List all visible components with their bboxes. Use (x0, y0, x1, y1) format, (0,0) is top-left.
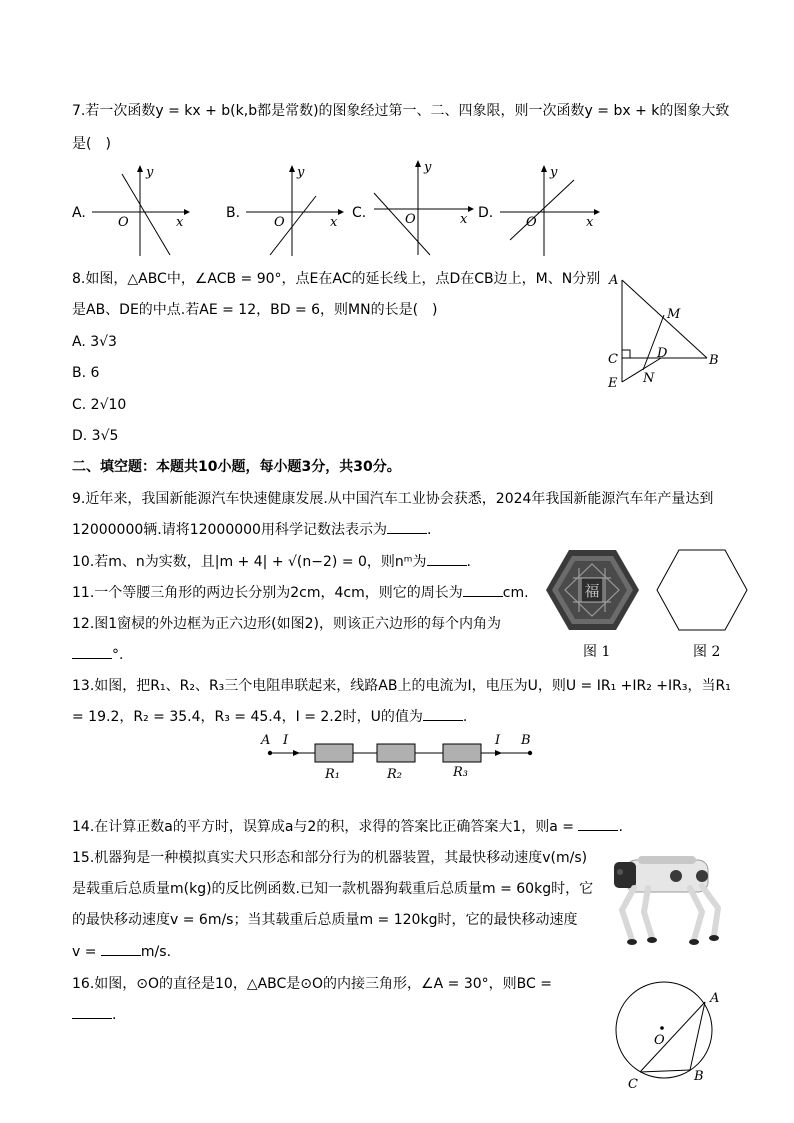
q15-line3: 的最快移动速度v = 6m/s；当其载重后总质量m = 120kg时，它的最快移动速度 (72, 912, 578, 928)
q11-text: 11.一个等腰三角形的两边长分别为2cm，4cm，则它的周长为 (72, 585, 463, 601)
q13-circuit-i-right: I (495, 733, 501, 748)
q12-answer-blank (72, 646, 112, 659)
q9-line1: 9.近年来，我国新能源汽车快速健康发展.从中国汽车工业协会获悉，2024年我国新能源汽车年产量达到 (72, 491, 714, 507)
q13-line2-text: = 19.2，R₂ = 35.4，R₃ = 45.4，I = 2.2时，U的值为 (72, 709, 423, 725)
q8-label-d: D (657, 346, 668, 361)
q8-label-n: N (643, 371, 655, 386)
q15-line1: 15.机器狗是一种模拟真实犬只形态和部分行为的机器装置，其最快移动速度v(m/s) (72, 850, 588, 866)
q16-line1: 16.如图，⊙O的直径是10，△ABC是⊙O的内接三角形，∠A = 30°，则BC = (72, 976, 552, 992)
q13-circuit-i-left: I (283, 733, 289, 748)
q15-line4-pre: v = (72, 944, 97, 960)
q16-label-a: A (710, 991, 720, 1006)
q8-option-a: A. 3√3 (72, 334, 117, 350)
q7-option-b-graph (242, 160, 352, 260)
q8-line1: 8.如图，△ABC中，∠ACB = 90°，点E在AC的延长线上，点D在CB边上，M、N分别 (72, 271, 601, 287)
q7-a-x-label: x (176, 215, 184, 230)
q13-answer-blank (423, 708, 463, 721)
q7-b-origin-label: O (274, 215, 285, 230)
q16-tail: . (112, 1007, 117, 1023)
q10-tail: . (466, 554, 471, 570)
q15-line4-post: m/s. (140, 944, 172, 960)
q16-circle-figure (606, 978, 732, 1093)
q9-line2 (72, 521, 431, 539)
q8-label-b: B (709, 353, 719, 368)
q7-option-c-graph (370, 155, 480, 260)
q10-answer-blank (427, 553, 467, 566)
q16-label-b: B (694, 1069, 704, 1084)
q14-tail: . (618, 819, 623, 835)
q13-line2 (72, 708, 467, 726)
q8-option-d: D. 3√5 (72, 428, 119, 444)
q12-window-lattice-image (545, 548, 640, 632)
q7-option-a-graph (88, 160, 198, 260)
q7-d-origin-label: O (526, 215, 537, 230)
q12-line2 (72, 646, 123, 664)
q8-triangle-figure (605, 270, 730, 395)
q8-option-c: C. 2√10 (72, 397, 127, 413)
q9-line2-text: 12000000辆.请将12000000用科学记数法表示为 (72, 522, 387, 538)
q7-line2: 是( ) (72, 136, 111, 152)
q11-answer-blank (463, 584, 503, 597)
q16-line2 (72, 1006, 116, 1024)
q13-circuit-b: B (521, 733, 531, 748)
q7-d-x-label: x (586, 215, 594, 230)
q8-line2: 是AB、DE的中点.若AE = 12，BD = 6，则MN的长是( ) (72, 302, 438, 318)
q12-hexagon-figure (656, 549, 748, 631)
q7-d-y-label: y (550, 165, 558, 180)
q10-text: 10.若m、n为实数，且|m + 4| + √(n−2) = 0，则nᵐ为 (72, 554, 427, 570)
q15-robot-dog-image (598, 842, 730, 952)
q7-option-c-label: C. (352, 205, 367, 221)
q8-label-a: A (609, 273, 619, 288)
q8-label-e: E (608, 376, 618, 391)
q12-fig2-caption: 图 2 (693, 644, 721, 660)
q10-line (72, 553, 471, 571)
q12-fig1-caption: 图 1 (583, 644, 611, 660)
q7-option-b-label: B. (226, 205, 241, 221)
q16-label-o: O (654, 1033, 665, 1048)
q14-text: 14.在计算正数a的平方时，误算成a与2的积，求得的答案比正确答案大1，则a = (72, 819, 574, 835)
q13-circuit-figure (255, 728, 545, 788)
q13-tail: . (462, 709, 468, 725)
q7-a-y-label: y (146, 165, 154, 180)
q12-tail: °. (112, 647, 124, 663)
q7-c-x-label: x (460, 212, 468, 227)
q15-line4 (72, 943, 171, 961)
q7-line1: 7.若一次函数y = kx + b(k,b都是常数)的图象经过第一、二、四象限，则一次函数y = bx + k的图象大致 (72, 103, 730, 119)
q12-emblem-char: 福 (584, 582, 600, 600)
q14-answer-blank (578, 818, 618, 831)
q15-answer-blank (101, 943, 141, 956)
q13-line1: 13.如图，把R₁、R₂、R₃三个电阻串联起来，线路AB上的电流为I，电压为U，则U = IR₁ +IR₂ +IR₃，当R₁ (72, 678, 731, 694)
q16-answer-blank (72, 1006, 112, 1019)
q14-line (72, 818, 623, 836)
q13-circuit-r2: R₂ (387, 767, 402, 782)
q7-b-x-label: x (330, 215, 338, 230)
q8-option-b: B. 6 (72, 365, 100, 381)
q9-answer-blank (387, 521, 427, 534)
section-2-heading: 二、填空题：本题共10小题，每小题3分，共30分。 (72, 459, 401, 475)
q7-a-origin-label: O (118, 215, 129, 230)
q7-option-d-label: D. (478, 205, 494, 221)
q15-line2: 是载重后总质量m(kg)的反比例函数.已知一款机器狗载重后总质量m = 60kg时，它 (72, 881, 594, 897)
q7-option-d-graph (496, 160, 606, 260)
q7-b-y-label: y (297, 165, 305, 180)
q8-label-c: C (608, 352, 618, 367)
q13-circuit-a: A (261, 733, 271, 748)
q11-tail: cm. (502, 585, 529, 601)
q13-circuit-r3: R₃ (453, 765, 468, 780)
q8-label-m: M (667, 307, 681, 322)
q13-circuit-r1: R₁ (325, 767, 340, 782)
q9-tail: . (426, 522, 432, 538)
q12-line1: 12.图1窗棂的外边框为正六边形(如图2)，则该正六边形的每个内角为 (72, 616, 502, 632)
q7-c-y-label: y (424, 160, 432, 175)
q7-c-origin-label: O (405, 212, 416, 227)
q11-line (72, 584, 529, 602)
q16-label-c: C (628, 1077, 638, 1092)
q7-option-a-label: A. (72, 205, 86, 221)
